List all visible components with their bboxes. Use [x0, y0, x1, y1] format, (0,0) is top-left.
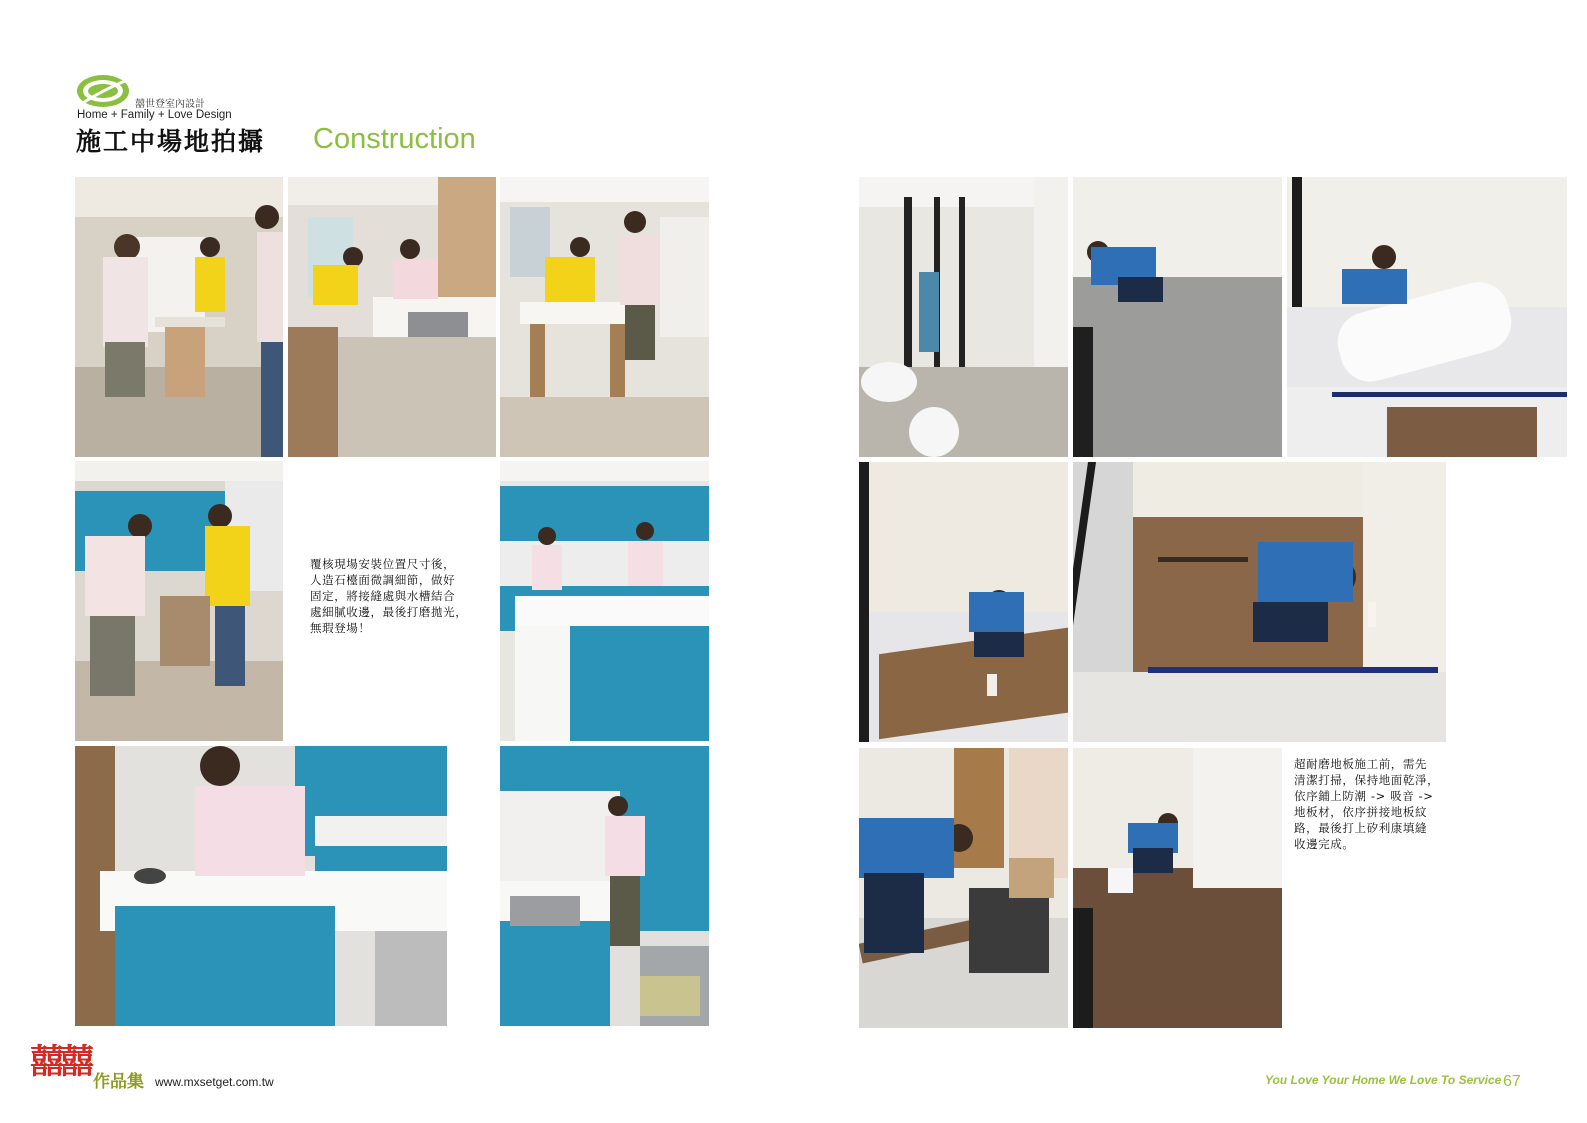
photo-foam-underlay-roll — [1287, 177, 1567, 457]
photo-island-inspection — [500, 461, 709, 741]
photo-cutting-board — [859, 748, 1068, 1028]
photo-sink-cutout — [288, 177, 496, 457]
photo-finishing-floor — [1073, 748, 1282, 1028]
photo-floor-cleaning — [1073, 177, 1282, 457]
leaf-logo-icon — [75, 72, 133, 112]
photo-laying-first-boards — [859, 462, 1068, 742]
page-number: 67 — [1503, 1073, 1521, 1090]
photo-workers-countertop — [500, 177, 709, 457]
website-url: www.mxsetget.com.tw — [155, 1075, 274, 1089]
page-title-cn: 施工中場地拍攝 — [76, 127, 266, 156]
caption-flooring: 超耐磨地板施工前，需先 清潔打掃，保持地面乾淨， 依序鋪上防潮 -> 吸音 -> 地板材，依序拼接地板紋 路，最後打上矽利康填縫 收邊完成。 — [1294, 757, 1440, 851]
portfolio-label: 作品集 — [93, 1072, 144, 1092]
photo-sliding-door-room — [859, 177, 1068, 457]
tagline: You Love Your Home We Love To Service — [1265, 1073, 1502, 1087]
brand-name-en: Home + Family + Love Design — [77, 109, 232, 121]
photo-fitting-laminate-floor — [1073, 462, 1446, 742]
page-title-en: Construction — [313, 123, 476, 155]
photo-sink-finishing — [500, 746, 709, 1026]
double-happiness-logo: 囍囍 — [30, 1042, 90, 1082]
photo-polishing-countertop — [75, 746, 447, 1026]
photo-worker-sawing — [75, 177, 283, 457]
photo-teal-kitchen-workers — [75, 461, 283, 741]
caption-countertop: 覆核現場安裝位置尺寸後， 人造石檯面微調細節，做好 固定，將接縫處與水槽結合 處細膩收邊，最後打磨拋光， 無瑕登場！ — [310, 557, 468, 635]
brand-name-cn: 囍世登室內設計 — [135, 99, 205, 110]
